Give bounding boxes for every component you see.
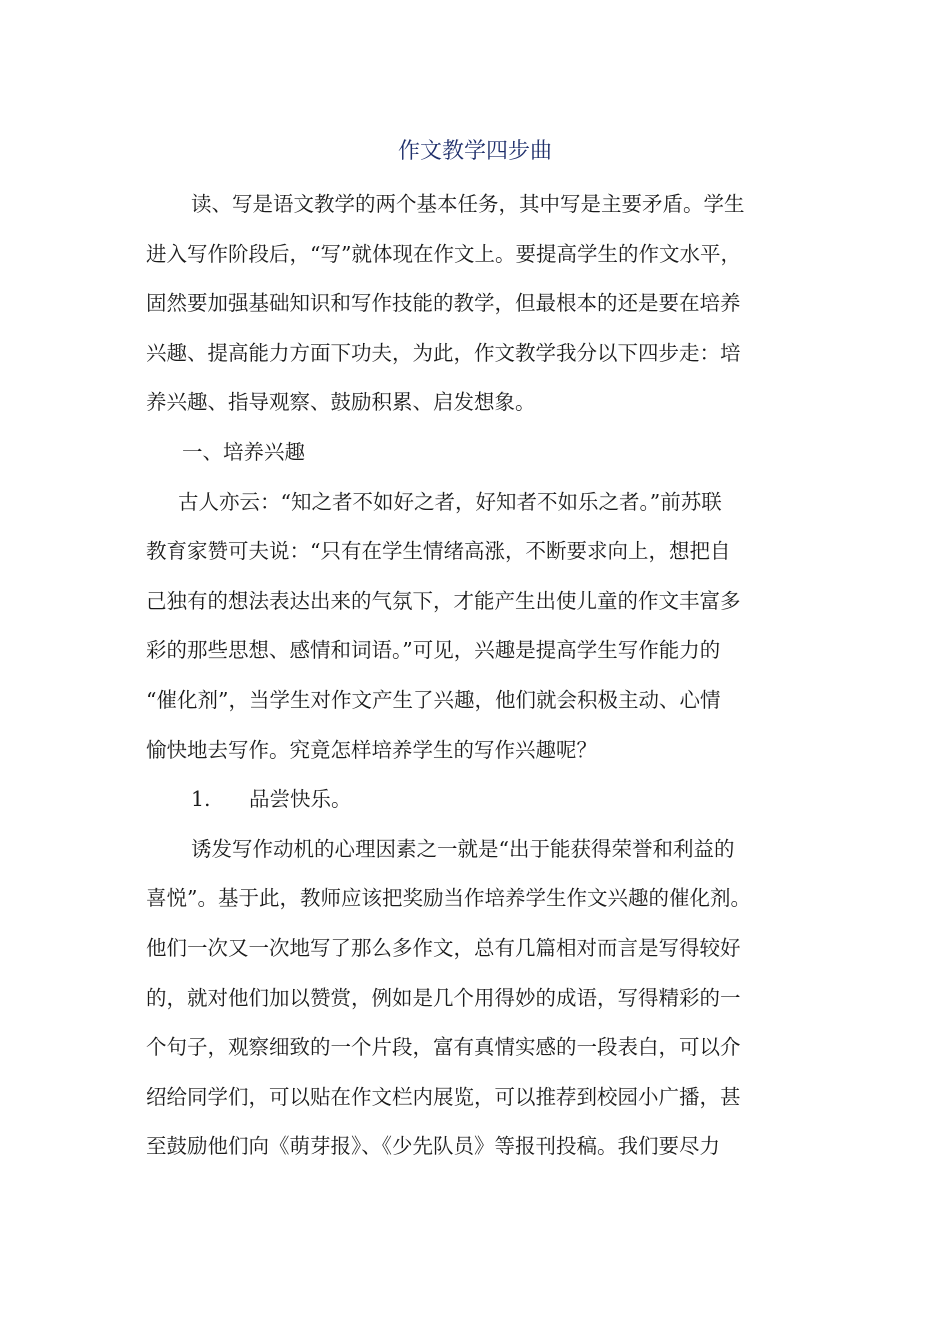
paragraph-line: 愉快地去写作。究竟怎样培养学生的写作兴趣呢？ [146, 737, 597, 762]
paragraph-line: 固然要加强基础知识和写作技能的教学，但最根本的还是要在培养 [146, 291, 741, 316]
paragraph-line: 喜悦”。基于此，教师应该把奖励当作培养学生作文兴趣的催化剂。 [146, 886, 751, 911]
paragraph-line: 彩的那些思想、感情和词语。”可见，兴趣是提高学生写作能力的 [146, 638, 721, 663]
paragraph-line: 诱发写作动机的心理因素之一就是“出于能获得荣誉和利益的 [191, 836, 735, 861]
paragraph-line: 的，就对他们加以赞赏，例如是几个用得妙的成语，写得精彩的一 [146, 985, 741, 1010]
paragraph-line: “催化剂”，当学生对作文产生了兴趣，他们就会积极主动、心情 [146, 687, 721, 712]
paragraph-line: 至鼓励他们向《萌芽报》、《少先队员》等报刊投稿。我们要尽力 [146, 1134, 720, 1159]
paragraph-line: 兴趣、提高能力方面下功夫，为此，作文教学我分以下四步走：培 [146, 340, 741, 365]
paragraph-line: 他们一次又一次地写了那么多作文，总有几篇相对而言是写得较好 [146, 935, 741, 960]
paragraph-line: 进入写作阶段后，“写”就体现在作文上。要提高学生的作文水平， [146, 241, 741, 266]
list-item-text: 品尝快乐。 [249, 787, 352, 812]
paragraph-line: 个句子，观察细致的一个片段，富有真情实感的一段表白，可以介 [146, 1035, 741, 1060]
paragraph-line: 绍给同学们，可以贴在作文栏内展览，可以推荐到校园小广播，甚 [146, 1084, 741, 1109]
list-number: 1. [191, 787, 211, 812]
paragraph-line: 养兴趣、指导观察、鼓励积累、启发想象。 [146, 390, 536, 415]
paragraph-line: 古人亦云：“知之者不如好之者，好知者不如乐之者。”前苏联 [178, 489, 722, 514]
paragraph-line: 己独有的想法表达出来的气氛下，才能产生出使儿童的作文丰富多 [146, 588, 741, 613]
section-heading: 一、培养兴趣 [182, 439, 305, 464]
paragraph-line: 读、写是语文教学的两个基本任务，其中写是主要矛盾。学生 [191, 192, 745, 216]
document-title: 作文教学四步曲 [397, 139, 552, 164]
document-body [146, 180, 812, 1172]
list-item [146, 775, 812, 825]
paragraph-line: 教育家赞可夫说：“只有在学生情绪高涨，不断要求向上，想把自 [146, 539, 731, 564]
